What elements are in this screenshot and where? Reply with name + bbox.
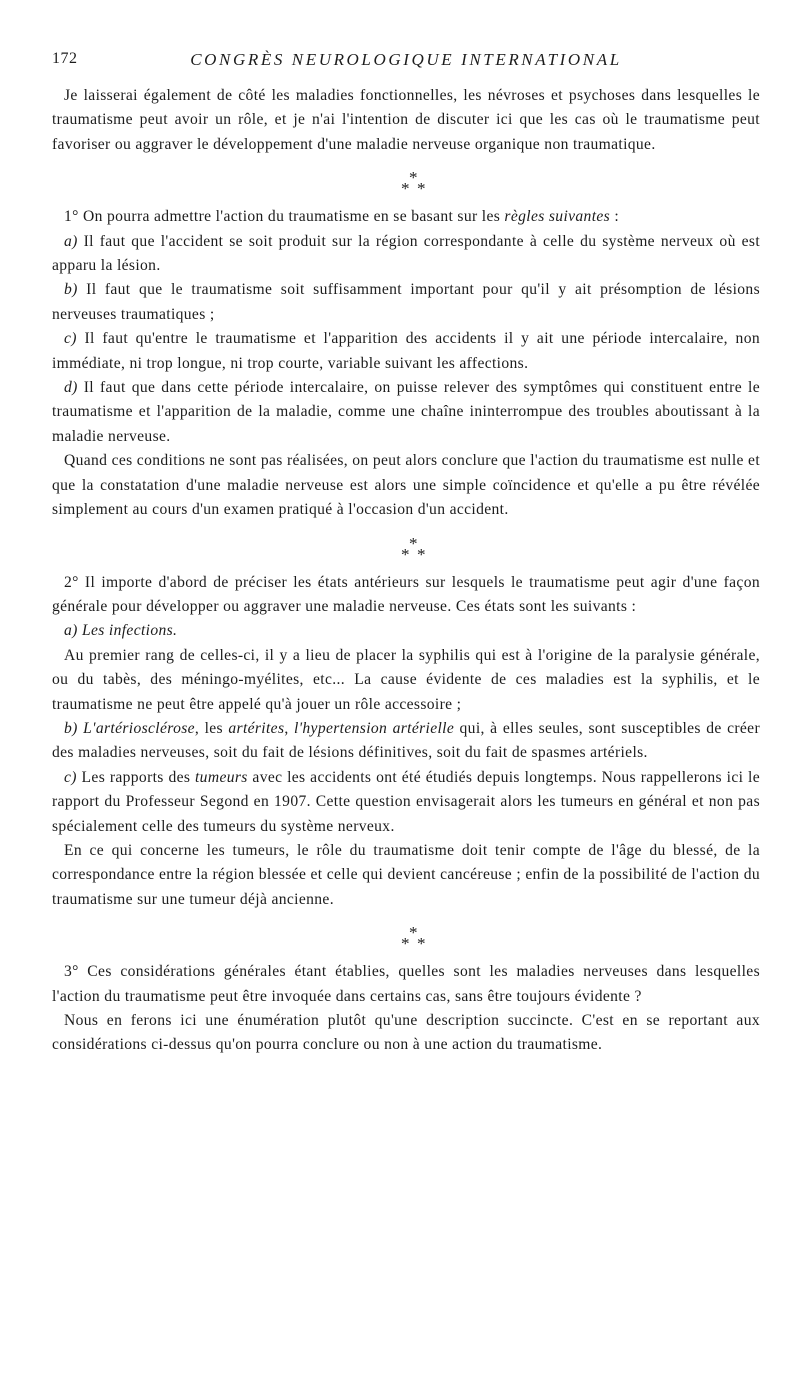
section2-lead: 2° Il importe d'abord de préciser les états antérieurs sur lesquels le traumatisme peut agir d'une façon générale pour développer ou aggraver une maladie nerveuse. Ces états sont les suivants : xyxy=(52,573,760,615)
item-label: c) xyxy=(64,330,77,348)
asterism-star: * xyxy=(417,934,426,954)
asterism-star: * xyxy=(409,923,418,943)
rule-d: d) Il faut que dans cette période intercalaire, on puisse relever des symptômes qui constituent entre le traumatisme et l'apparition de la maladie, comme une chaîne ininterrompue des troubles aboutissant à la maladie nerveuse. xyxy=(52,379,760,445)
asterism-star: * xyxy=(401,179,410,199)
page-header xyxy=(52,50,760,84)
section3-text: Nous en ferons ici une énumération plutôt qu'une description succincte. C'est en se reportant aux considérations ci-dessus qu'on pourra conclure ou non à une action du traumatisme. xyxy=(52,1012,760,1054)
asterism-star: * xyxy=(417,544,426,564)
item-label: b) xyxy=(64,281,78,299)
item-label: b) xyxy=(64,719,78,737)
asterism-star: * xyxy=(401,544,410,564)
running-title: CONGRÈS NEUROLOGIQUE INTERNATIONAL xyxy=(190,50,622,69)
item-label: a) xyxy=(64,622,78,640)
section-separator-2 xyxy=(52,529,760,569)
section-separator-1 xyxy=(52,163,760,203)
item-label: d) xyxy=(64,379,78,397)
state-b: b) L'artériosclérose, les artérites, l'hypertension artérielle qui, à elles seules, sont susceptibles de créer des maladies nerveuses, soit du fait de lésions définitives, soit du fait de spasmes artériels. xyxy=(52,719,760,762)
section3-lead: 3° Ces considérations générales étant établies, quelles sont les maladies nerveuses dans lesquelles l'action du traumatisme peut être invoquée dans certains cas, sans être toujours évidente ? xyxy=(52,963,760,1005)
section1-conclusion: Quand ces conditions ne sont pas réalisées, on peut alors conclure que l'action du traumatisme est nulle et que la constatation d'une maladie nerveuse est alors une simple coïncidence et qu'elle a pu être révélée simplement au cours d'un examen pratiqué à l'occasion d'un accident. xyxy=(52,452,760,519)
asterism-star: * xyxy=(409,168,418,188)
section1-lead: 1° On pourra admettre l'action du traumatisme en se basant sur les règles suivantes : xyxy=(64,208,620,226)
state-a-text: Au premier rang de celles-ci, il y a lieu de placer la syphilis qui est à l'origine de la paralysie générale, ou du tabès, des méningo-myélites, etc... La cause évidente de ces maladies est la syphilis, et le traumatisme ne peut être appelé qu'à jouer un rôle accessoire ; xyxy=(52,646,760,713)
rule-c: c) Il faut qu'entre le traumatisme et l'apparition des accidents il y ait une période intercalaire, non immédiate, ni trop longue, ni trop courte, variable suivant les affections. xyxy=(52,330,760,372)
rule-b: b) Il faut que le traumatisme soit suffisamment important pour qu'il y ait présomption de lésions nerveuses traumatiques ; xyxy=(52,281,760,323)
tumeurs-paragraph: En ce qui concerne les tumeurs, le rôle du traumatisme doit tenir compte de l'âge du blessé, de la correspondance entre la région blessée et celle qui devient cancéreuse ; enfin de la possibilité de l'action du traumatisme sur une tumeur déjà ancienne. xyxy=(52,841,760,908)
asterism-star: * xyxy=(417,179,426,199)
item-label: a) xyxy=(64,232,78,250)
rule-a: a) Il faut que l'accident se soit produit sur la région correspondante à celle du système nerveux où est apparu la lésion. xyxy=(52,232,760,275)
asterism-star: * xyxy=(409,533,418,553)
section-separator-3 xyxy=(52,918,760,958)
state-a-heading: a) Les infections. xyxy=(64,622,178,640)
page-number: 172 xyxy=(52,50,78,67)
asterism-star: * xyxy=(401,934,410,954)
state-c: c) Les rapports des tumeurs avec les accidents ont été étudiés depuis longtemps. Nous rappellerons ici le rapport du Professeur Segond en 1907. Cette question envisagerait alors les tumeurs en général et non pas spécialement celle des tumeurs du système nerveux. xyxy=(52,768,760,835)
item-label: c) xyxy=(64,768,77,786)
intro-paragraph: Je laisserai également de côté les maladies fonctionnelles, les névroses et psychoses dans lesquelles le traumatisme peut avoir un rôle, et je n'ai l'intention de discuter ici que les cas où le traumatisme peut favoriser ou aggraver le développement d'une maladie nerveuse organique non traumatique. xyxy=(52,87,760,153)
